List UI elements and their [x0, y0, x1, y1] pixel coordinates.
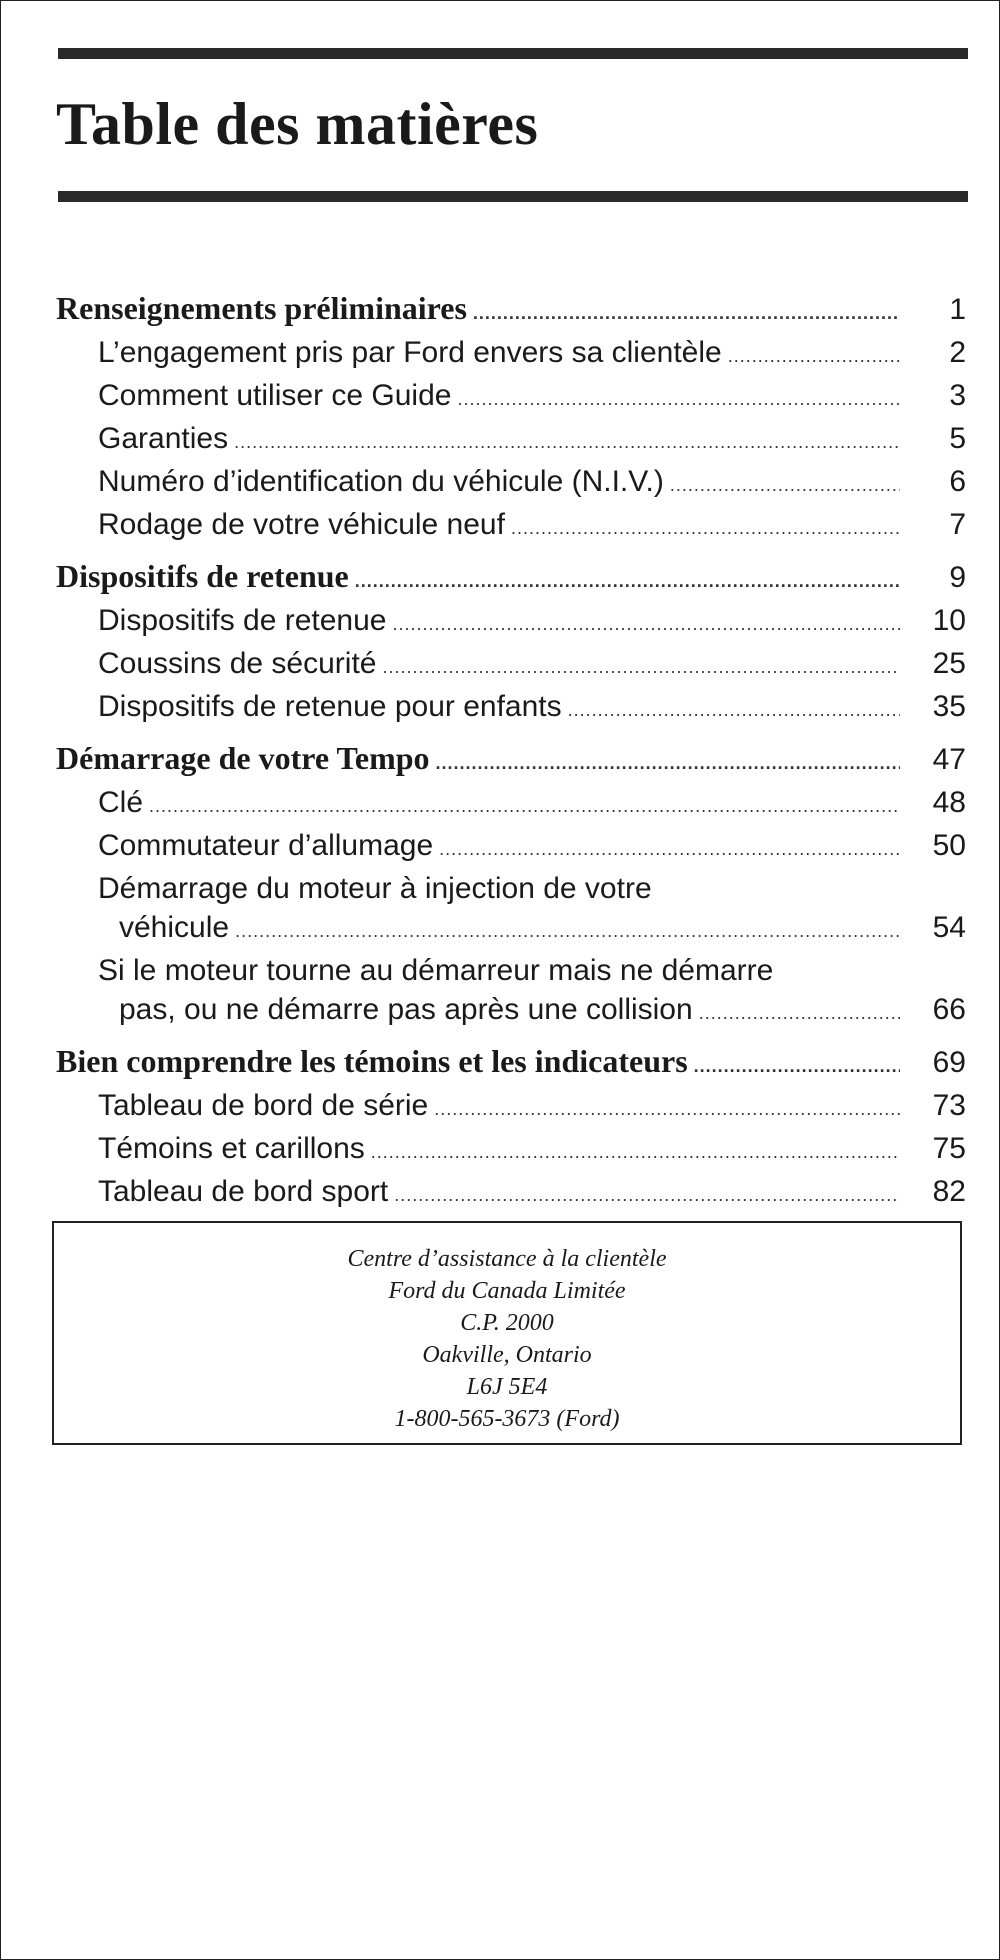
toc-entry-text: Témoins et carillons: [98, 1132, 365, 1165]
toc-entry[interactable]: [56, 333, 966, 376]
toc-entry-text: Dispositifs de retenue: [98, 604, 387, 637]
toc-entry-text: pas, ou ne démarre pas après une collision: [119, 993, 693, 1026]
toc-entry-text: Démarrage du moteur à injection de votre: [98, 872, 652, 905]
table-of-contents: [56, 289, 966, 1224]
page-number: 3: [949, 379, 966, 412]
toc-section: [56, 289, 966, 548]
dot-leader: [511, 509, 900, 548]
dot-leader: [670, 466, 900, 505]
toc-heading-text: Dispositifs de retenue: [56, 558, 349, 594]
toc-entry-continuation[interactable]: [56, 990, 966, 1033]
dot-leader: [473, 294, 900, 333]
contact-line: C.P. 2000: [460, 1310, 554, 1336]
page-number: 82: [932, 1175, 966, 1208]
dot-leader: [235, 912, 900, 951]
contact-line: Ford du Canada Limitée: [388, 1278, 626, 1304]
dot-leader: [694, 1047, 900, 1086]
dot-leader: [234, 423, 900, 462]
dot-leader: [394, 1176, 900, 1215]
toc-entry-text: Dispositifs de retenue pour enfants: [98, 690, 562, 723]
toc-entry-text: Coussins de sécurité: [98, 647, 377, 680]
dot-leader: [436, 744, 900, 783]
toc-entry[interactable]: [56, 376, 966, 419]
toc-heading-text: Renseignements préliminaires: [56, 290, 467, 326]
toc-heading[interactable]: [56, 739, 966, 783]
toc-heading[interactable]: [56, 557, 966, 601]
contact-line: Centre d’assistance à la clientèle: [347, 1246, 667, 1272]
toc-entry-text: Numéro d’identification du véhicule (N.I.V.): [98, 465, 664, 498]
dot-leader: [699, 994, 900, 1033]
dot-leader: [728, 337, 900, 376]
page-number: 5: [949, 422, 966, 455]
dot-leader: [355, 562, 900, 601]
page-number: 7: [949, 508, 966, 541]
toc-entry[interactable]: [56, 1172, 966, 1215]
page-number: 2: [949, 336, 966, 369]
toc-entry-text: Rodage de votre véhicule neuf: [98, 508, 505, 541]
toc-entry-text: Commutateur d’allumage: [98, 829, 434, 862]
toc-entry[interactable]: [56, 687, 966, 730]
toc-entry-text: Comment utiliser ce Guide: [98, 379, 452, 412]
page-title: Table des matières: [56, 91, 539, 157]
customer-assistance-box: [52, 1221, 962, 1445]
toc-entry-text: Clé: [98, 786, 144, 819]
toc-entry[interactable]: [56, 601, 966, 644]
page-number: 35: [932, 690, 966, 723]
page-number: 9: [949, 561, 966, 594]
toc-entry[interactable]: [56, 783, 966, 826]
toc-entry-text: L’engagement pris par Ford envers sa clientèle: [98, 336, 722, 369]
toc-heading[interactable]: [56, 1042, 966, 1086]
page-number: 48: [932, 786, 966, 819]
toc-entry[interactable]: [56, 462, 966, 505]
page-number: 69: [932, 1046, 966, 1079]
toc-entry-first-line[interactable]: [56, 951, 966, 990]
page-number: 6: [949, 465, 966, 498]
page-number: 54: [932, 911, 966, 944]
toc-entry-text: Tableau de bord de série: [98, 1089, 429, 1122]
page-number: 73: [932, 1089, 966, 1122]
page-number: 66: [932, 993, 966, 1026]
dot-leader: [457, 380, 900, 419]
dot-leader: [382, 648, 900, 687]
toc-entry[interactable]: [56, 419, 966, 462]
toc-heading-text: Bien comprendre les témoins et les indicateurs: [56, 1043, 688, 1079]
toc-entry[interactable]: [56, 1086, 966, 1129]
toc-entry[interactable]: [56, 1129, 966, 1172]
toc-heading-text: Démarrage de votre Tempo: [56, 740, 430, 776]
contact-phone: 1-800-565-3673 (Ford): [394, 1406, 620, 1432]
title-underline-rule: [58, 191, 968, 202]
dot-leader: [434, 1090, 900, 1129]
toc-entry-text: Garanties: [98, 422, 229, 455]
dot-leader: [149, 787, 900, 826]
page-number: 47: [932, 743, 966, 776]
contact-line: Oakville, Ontario: [422, 1342, 592, 1368]
toc-section: [56, 557, 966, 730]
dot-leader: [393, 605, 901, 644]
page-number: 10: [932, 604, 966, 637]
contact-line: L6J 5E4: [466, 1374, 548, 1400]
toc-entry[interactable]: [56, 826, 966, 869]
toc-heading[interactable]: [56, 289, 966, 333]
toc-entry-text: Tableau de bord sport: [98, 1175, 389, 1208]
dot-leader: [568, 691, 900, 730]
toc-entry-first-line[interactable]: [56, 869, 966, 908]
toc-entry[interactable]: [56, 644, 966, 687]
page-number: 1: [949, 293, 966, 326]
page-number: 75: [932, 1132, 966, 1165]
toc-section: [56, 1042, 966, 1215]
page-number: 25: [932, 647, 966, 680]
toc-entry-text: véhicule: [119, 911, 230, 944]
toc-entry[interactable]: [56, 505, 966, 548]
toc-section: [56, 739, 966, 1033]
toc-entry-text: Si le moteur tourne au démarreur mais ne démarre: [98, 954, 774, 987]
toc-entry-continuation[interactable]: [56, 908, 966, 951]
page-number: 50: [932, 829, 966, 862]
top-rule: [58, 48, 968, 59]
dot-leader: [371, 1133, 900, 1172]
dot-leader: [439, 830, 900, 869]
